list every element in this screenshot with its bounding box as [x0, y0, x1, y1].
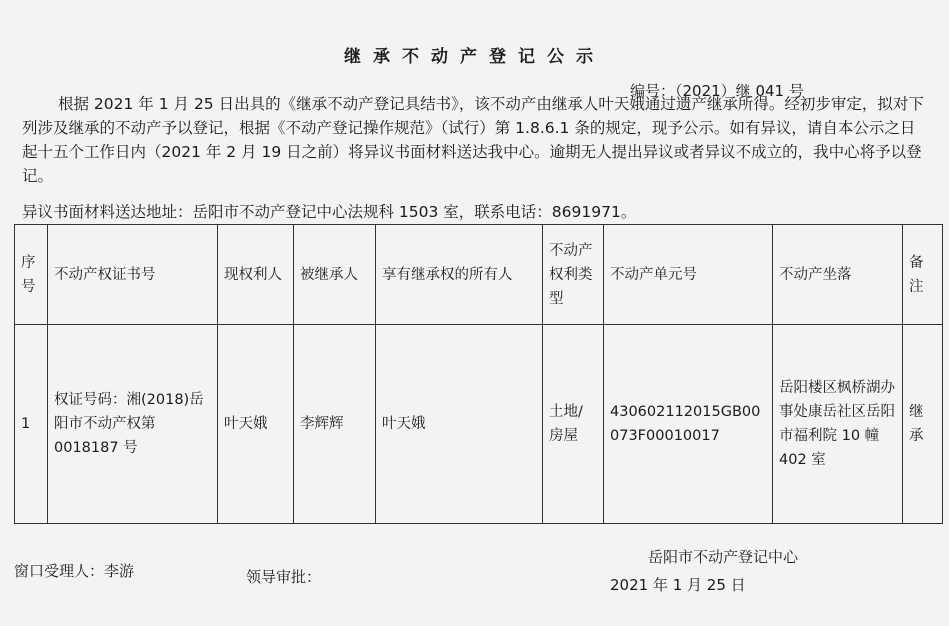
header-deceased: 被继承人 [294, 225, 376, 325]
issue-date: 2021 年 1 月 25 日 [610, 576, 746, 594]
notice-paragraph-text: 根据 2021 年 1 月 25 日出具的《继承不动产登记具结书》，该不动产由继承人叶天娥通过遗产继承所得。经初步审定，拟对下列涉及继承的不动产予以登记，根据《不动产登记操作规范》（试行）第 1.8.6.1 条的规定，现予公示。如有异议，请自本公示之日起十五个工作日内（2021 年 2 月 19 日之前）将异议书面材料送达我中心。逾期无人提出异议或者异议不成立的，我中心将予以登记。 [22, 95, 924, 185]
objection-address: 异议书面材料送达地址：岳阳市不动产登记中心法规科 1503 室，联系电话：8691971。 [22, 203, 637, 221]
table-row [15, 325, 943, 524]
header-unit-no: 不动产单元号 [604, 225, 773, 325]
header-location: 不动产坐落 [773, 225, 903, 325]
cell-right-type: 土地/房屋 [543, 325, 604, 524]
cell-deceased: 李辉辉 [294, 325, 376, 524]
header-right-type: 不动产权利类型 [543, 225, 604, 325]
document-number: 编号：（2021）继 041 号 [630, 82, 804, 100]
leader-approval: 领导审批： [246, 568, 322, 586]
cell-remark: 继承 [903, 325, 943, 524]
window-handler: 窗口受理人：李游 [14, 562, 135, 580]
header-holder: 现权利人 [218, 225, 294, 325]
cell-cert: 权证号码：湘(2018)岳阳市不动产权第 0018187 号 [48, 325, 218, 524]
header-index: 序号 [15, 225, 48, 325]
cell-heirs: 叶天娥 [376, 325, 543, 524]
cell-unit-no: 430602112015GB00073F00010017 [604, 325, 773, 524]
header-cert: 不动产权证书号 [48, 225, 218, 325]
cell-index: 1 [15, 325, 48, 524]
property-table [14, 224, 943, 524]
notice-paragraph [22, 92, 927, 188]
header-heirs: 享有继承权的所有人 [376, 225, 543, 325]
header-remark: 备注 [903, 225, 943, 325]
table-header-row [15, 225, 943, 325]
document-title: 继承不动产登记公示 [344, 47, 605, 67]
cell-holder: 叶天娥 [218, 325, 294, 524]
cell-location: 岳阳楼区枫桥湖办事处康岳社区岳阳市福利院 10 幢 402 室 [773, 325, 903, 524]
issuing-organization: 岳阳市不动产登记中心 [648, 548, 799, 566]
